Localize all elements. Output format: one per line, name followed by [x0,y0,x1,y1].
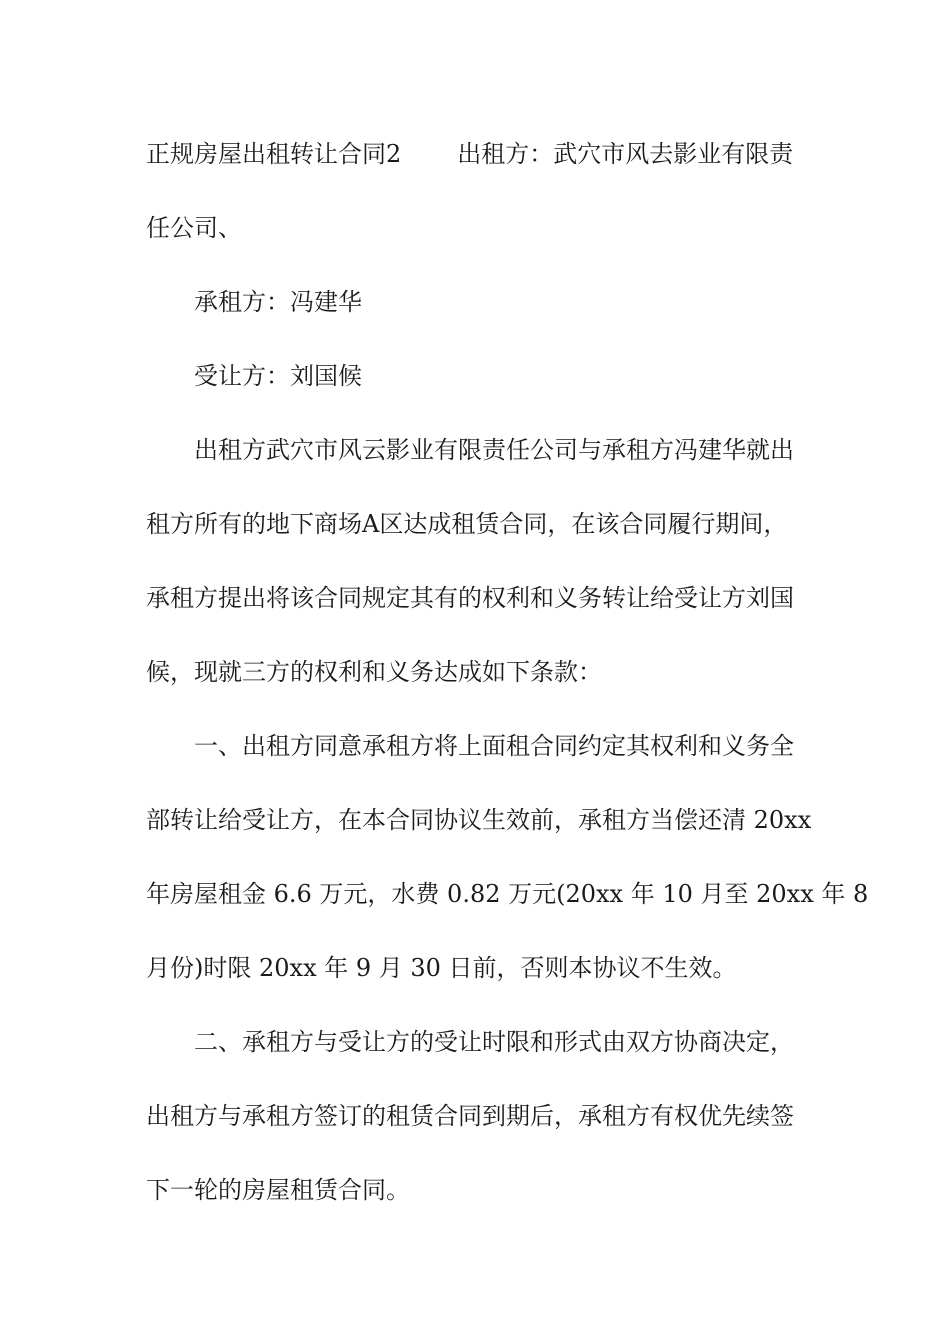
clause-2-line: 出租方与承租方签订的租赁合同到期后，承租方有权优先续签 [146,1102,794,1130]
intro-line: 租方所有的地下商场A区达成租赁合同，在该合同履行期间， [146,510,788,538]
transferee-line: 受让方：刘国候 [194,362,362,390]
clause-1-line: 一、出租方同意承租方将上面租合同约定其权利和义务全 [194,732,794,760]
lessor-text: 出租方：武穴市风去影业有限责 [457,140,794,168]
clause-1-line: 月份)时限 20xx 年 9 月 30 日前，否则本协议不生效。 [146,954,737,982]
intro-line: 出租方武穴市风云影业有限责任公司与承租方冯建华就出 [194,436,794,464]
intro-line: 候，现就三方的权利和义务达成如下条款： [146,658,602,686]
title-line [146,127,806,201]
lessor-line-end: 任公司、 [146,214,242,242]
clause-1-line: 部转让给受让方，在本合同协议生效前，承租方当偿还清 20xx [146,806,812,834]
intro-line: 承租方提出将该合同规定其有的权利和义务转让给受让方刘国 [146,584,794,612]
lessee-line: 承租方：冯建华 [194,288,362,316]
clause-2-line: 二、承租方与受让方的受让时限和形式由双方协商决定， [194,1028,794,1056]
clause-1-line: 年房屋租金 6.6 万元，水费 0.82 万元(20xx 年 10 月至 20xx 年 8 [146,880,869,908]
document-body [146,127,869,1237]
document-title: 正规房屋出租转让合同2 [146,140,402,168]
clause-2-line: 下一轮的房屋租赁合同。 [146,1176,410,1204]
